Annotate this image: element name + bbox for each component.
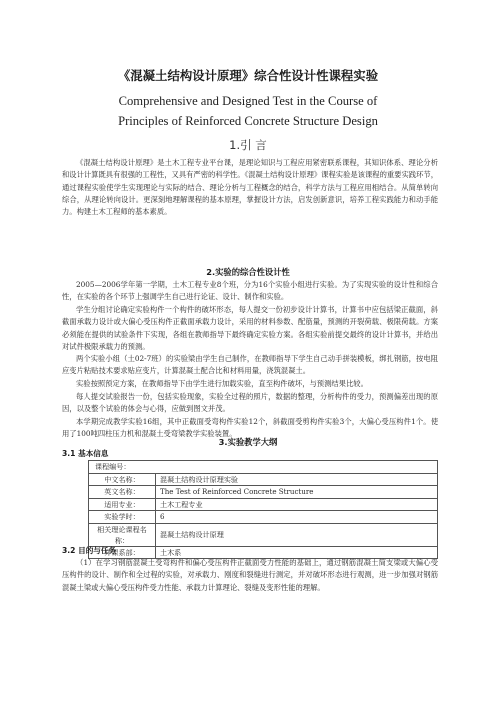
intro-paragraph: 《混凝土结构设计原理》是土木工程专业平台课，是理论知识与工程应用紧密联系课程，其知识体系、理论分析和设计计算既具有很强的工程性，又具有严密的科学性。《混凝土结构设计原理》课程实验是该课程的重要实践环节，通过课程实验使学生实现理论与实际的结合、理论分析与工程概念的结合，科学方法与工程应用相结合。从简单转向综合，从理论转向设计。更深刻地理解课程的基本原理，掌握设计方法，启发创新意识，培养工程实践能力和动手能力。构建土木工程师的基本素质。 (62, 158, 438, 217)
section-3-heading: 3.实验教学大纲 (218, 437, 278, 447)
table-cell-value: 混凝土结构设计原理 (156, 523, 438, 546)
table-cell-key: 相关理论课程名称： (89, 523, 156, 546)
table-cell-value: The Test of Reinforced Concrete Structure (156, 486, 438, 499)
table-cell-value: 土木系 (156, 546, 438, 559)
section-2-paragraph-3: 两个实验小组（土02-7班）的实验梁由学生自己制作，在教师指导下学生自己动手拼装模板，绑扎钢筋，按电阻应变片粘贴技术要求贴应变片，计算混凝土配合比和材料用量，浇筑混凝土。 (62, 354, 438, 376)
table-cell-key: 课程编号： (89, 461, 438, 474)
table-row (89, 523, 438, 546)
table-row (89, 511, 438, 524)
document-title-cn: 《混凝土结构设计原理》综合性设计性课程实验 (117, 68, 379, 83)
table-cell-key: 适用专业： (89, 498, 156, 511)
table-row (89, 486, 438, 499)
table-row (89, 461, 438, 474)
basic-info-table (88, 460, 438, 559)
section-2-paragraph-4: 实验按照预定方案，在教师指导下由学生进行加载实验，直至构件破坏，与预测结果比较。 (76, 379, 368, 388)
section-2-paragraph-6: 本学期完成教学实验16组，其中正截面受弯构件实验12个，斜截面受剪构件实验3个，大偏心受压构件1个。使用了100吨四柱压力机和混凝土受弯梁教学实验装置。 (62, 417, 438, 439)
section-2-heading: 2.实验的综合性设计性 (206, 267, 290, 277)
table-cell-value: 6 (156, 511, 438, 524)
table-cell-value: 混凝土结构设计原理实验 (156, 473, 438, 486)
section-3-2-paragraph-1: （1）在学习钢筋混凝土受弯构件和偏心受压构件正截面受力性能的基础上，通过钢筋混凝土简支梁或大偏心受压构件的设计、制作和全过程的实验，对承载力、刚度和裂缝进行测定，并对破坏形态进行观测，进一步加强对钢筋混凝土梁或大偏心受压构件受力性能、承载力计算理论、裂缝及变形性能的理解。 (62, 558, 438, 592)
section-2-paragraph-1: 2005—2006学年第一学期，土木工程专业8个班，分为16个实验小组进行实验。为了实现实验的设计性和综合性，在实验的各个环节上强调学生自己进行论证、设计、制作和实验。 (62, 280, 438, 302)
table-cell-key: 英文名称： (89, 486, 156, 499)
table-cell-key: 中文名称： (89, 473, 156, 486)
table-row (89, 498, 438, 511)
section-2-paragraph-2: 学生分组讨论确定实验构件一个构件的破坏形态，每人提交一份初步设计计算书，计算书中应包括梁正截面，斜截面承载力设计或大偏心受压构件正截面承载力设计，采用的材料参数、配筋量，预测的开裂荷载、极限荷载。方案必须能在提供的试验条件下实现，各组在教师指导下最终确定实验方案。各组实验前提交最终的设计计算书，并给出对试件极限承载力的预测。 (62, 305, 438, 351)
table-row (89, 473, 438, 486)
document-title-en-line2: Principles of Reinforced Concrete Structure Design (118, 114, 378, 128)
table-cell-key: 开课系部： (89, 546, 156, 559)
table-cell-key: 实验学时： (89, 511, 156, 524)
document-title-en-line1: Comprehensive and Designed Test in the Course of (118, 94, 378, 108)
table-cell-value: 土木工程专业 (156, 498, 438, 511)
intro-heading: 1.引 言 (229, 138, 267, 152)
section-3-2-heading: 3.2 目的与任务 (62, 546, 117, 555)
section-2-paragraph-5: 每人提交试验报告一份，包括实验现象，实验全过程的照片，数据的整理，分析构件的受力，预测偏差出现的原因，以及整个试验的体会与心得，应做到图文并茂。 (62, 392, 438, 414)
section-3-1-heading: 3.1 基本信息 (62, 449, 109, 458)
